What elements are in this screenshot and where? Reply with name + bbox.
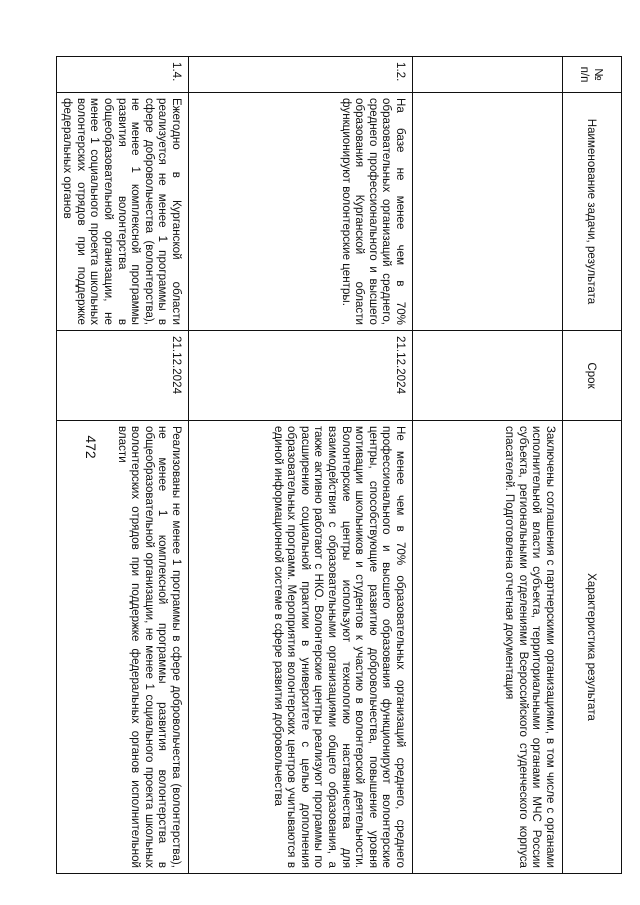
header-term: Срок (563, 331, 622, 421)
header-task: Наименование задачи, результата (563, 93, 622, 331)
header-result: Характеристика результата (563, 421, 622, 874)
cell-term: 21.12.2024 (56, 331, 188, 421)
cell-term: 21.12.2024 (189, 331, 413, 421)
cell-num (413, 57, 563, 93)
cell-num: 1.4. (56, 57, 188, 93)
table-row (413, 57, 563, 874)
cell-result: Не менее чем в 70% образовательных организаций среднего, среднего профессионального и высшего образования функционируют волонтерские центры, способствующие развитию добровольчества, повышение уровня мотивации школьников и студентов к участию в волонтерской деятельности. Волонтерские центры используют технологию наставничества для взаимодействия с образовательными организациями общего образования, а также активно работают с НКО. Волонтерские центры реализуют программы по расширению социальной практики в университете с целью дополнения образовательных программ. Мероприятия волонтерских центров учитываются в единой информационной системе в сфере развития добровольчества (189, 421, 413, 874)
cell-term (413, 331, 563, 421)
header-num: № п/п (563, 57, 622, 93)
cell-task: Ежегодно в Курганской области реализуется не менее 1 программы в сфере добровольчества (волонтерства), не менее 1 комплексной программы развития волонтерства в общеобразовательной организации, не менее 1 социального проекта школьных волонтерских отрядов при поддержке федеральных органов (56, 93, 188, 331)
cell-task (413, 93, 563, 331)
table-row (189, 57, 413, 874)
cell-task: На базе не менее чем в 70% образовательных организаций среднего, среднего профессионального и высшего образования Курганской области функционируют волонтерские центры. (189, 93, 413, 331)
cell-result: Реализованы не менее 1 программы в сфере добровольчества (волонтерства), не менее 1 комплексной программы развития волонтерства в общеобразовательной организации, не менее 1 социального проекта школьных волонтерских отрядов при поддержке федеральных органов исполнительной власти (56, 421, 188, 874)
cell-result: Заключены соглашения с партнерскими организациями, в том числе с органами исполнительной власти субъекта, территориальными органами МЧС России субъекта, региональными отделениями Всероссийского студенческого корпуса спасателей. Подготовлена отчетная документация (413, 421, 563, 874)
table-header-row (563, 57, 622, 874)
table-row (56, 57, 188, 874)
cell-num: 1.2. (189, 57, 413, 93)
results-table (56, 56, 622, 874)
page-number: 472 (83, 435, 99, 459)
